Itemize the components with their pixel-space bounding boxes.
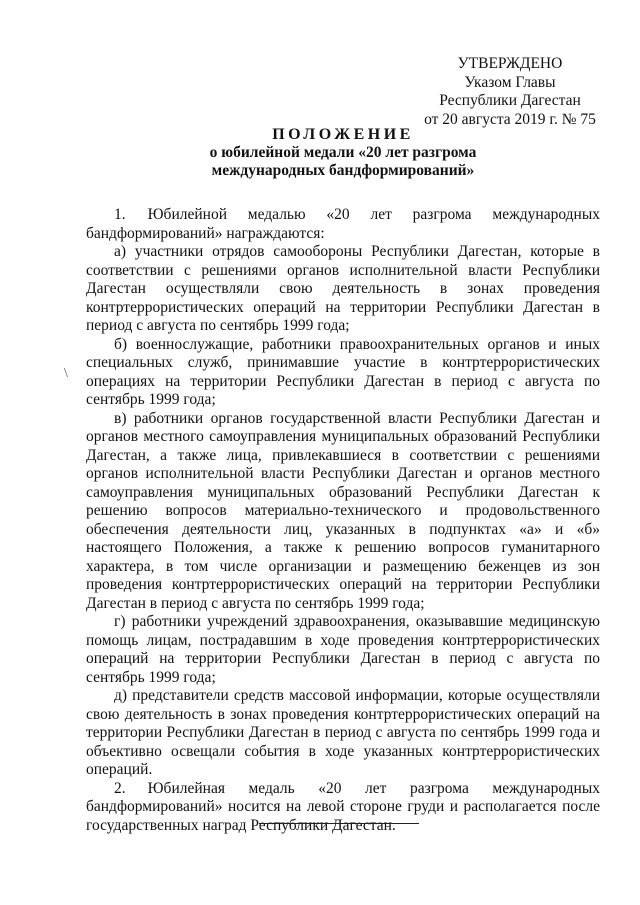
closing-rule [259,823,419,824]
paragraph-2 [86,780,600,836]
paragraph-1-text: Юбилейной медалью «20 лет разгрома международных бандформирований» награждаются: [86,206,600,242]
approval-line-date: от 20 августа 2019 г. № 75 [424,110,596,128]
subparagraph-d: д) представители средств массовой информации, которые осуществляли свою деятельность в зонах проведения контртеррористических операций на территории Республики Дагестан в период с августа по сентябрь 1999 года и объективно освещали события в ходе указанных контртеррористических операций. [86,687,600,778]
document-title [86,126,600,180]
paragraph-2-text: Юбилейная медаль «20 лет разгрома международных бандформирований» носится на левой стороне груди и располагается после государственных наград Республики Дагестан. [86,779,600,834]
paragraph-2-number: 2. [114,779,126,797]
approval-line-decree: Указом Главы [464,73,556,91]
subparagraph-b: б) военнослужащие, работники правоохранительных органов и иных специальных служб, принимавшие участие в контртеррористических операциях на территории Республики Дагестан в период с августа по сентябрь 1999 года; [86,335,600,408]
margin-mark: \ [64,366,68,381]
document-body [86,206,600,835]
subparagraph-v: в) работники органов государственной власти Республики Дагестан и органов местного самоуправления муниципальных образований Республики Дагестан, а также лица, привлекавшиеся в соответствии с решениями органов исполнительной власти Республики Дагестан и органов местного самоуправления муниципальных образований Республики Дагестан к решению вопросов материально-технического и продовольственного обеспечения деятельности лиц, указанных в подпунктах «а» и «б» настоящего Положения, а также к решению вопросов гуманитарного характера, в том числе организации и размещению беженцев из зон проведения контртеррористических операций на территории Республики Дагестан в период с августа по сентябрь 1999 года; [86,409,600,612]
paragraph-1-number: 1. [114,206,126,223]
subparagraph-a: а) участники отрядов самообороны Республики Дагестан, которые в соответствии с решениями органов исполнительной власти Республики Дагестан осуществляли свою деятельность в зонах проведения контртеррористических операций на территории Республики Дагестан в период с августа по сентябрь 1999 года; [86,243,600,334]
subparagraph-g: г) работники учреждений здравоохранения, оказывавшие медицинскую помощь лицам, пострадавшим в ходе проведения контртеррористических операций на территории Республики Дагестан в период с августа по сентябрь 1999 года; [86,613,600,686]
paragraph-1 [86,206,600,243]
title-main: ПОЛОЖЕНИЕ [272,126,414,143]
title-subtitle-1: о юбилейной медали «20 лет разгрома [209,144,477,161]
title-subtitle-2: международных бандформирований» [211,162,475,179]
approval-line-approved: УТВЕРЖДЕНО [457,55,563,72]
approval-line-republic: Республики Дагестан [439,92,581,109]
approval-stamp [420,55,600,129]
